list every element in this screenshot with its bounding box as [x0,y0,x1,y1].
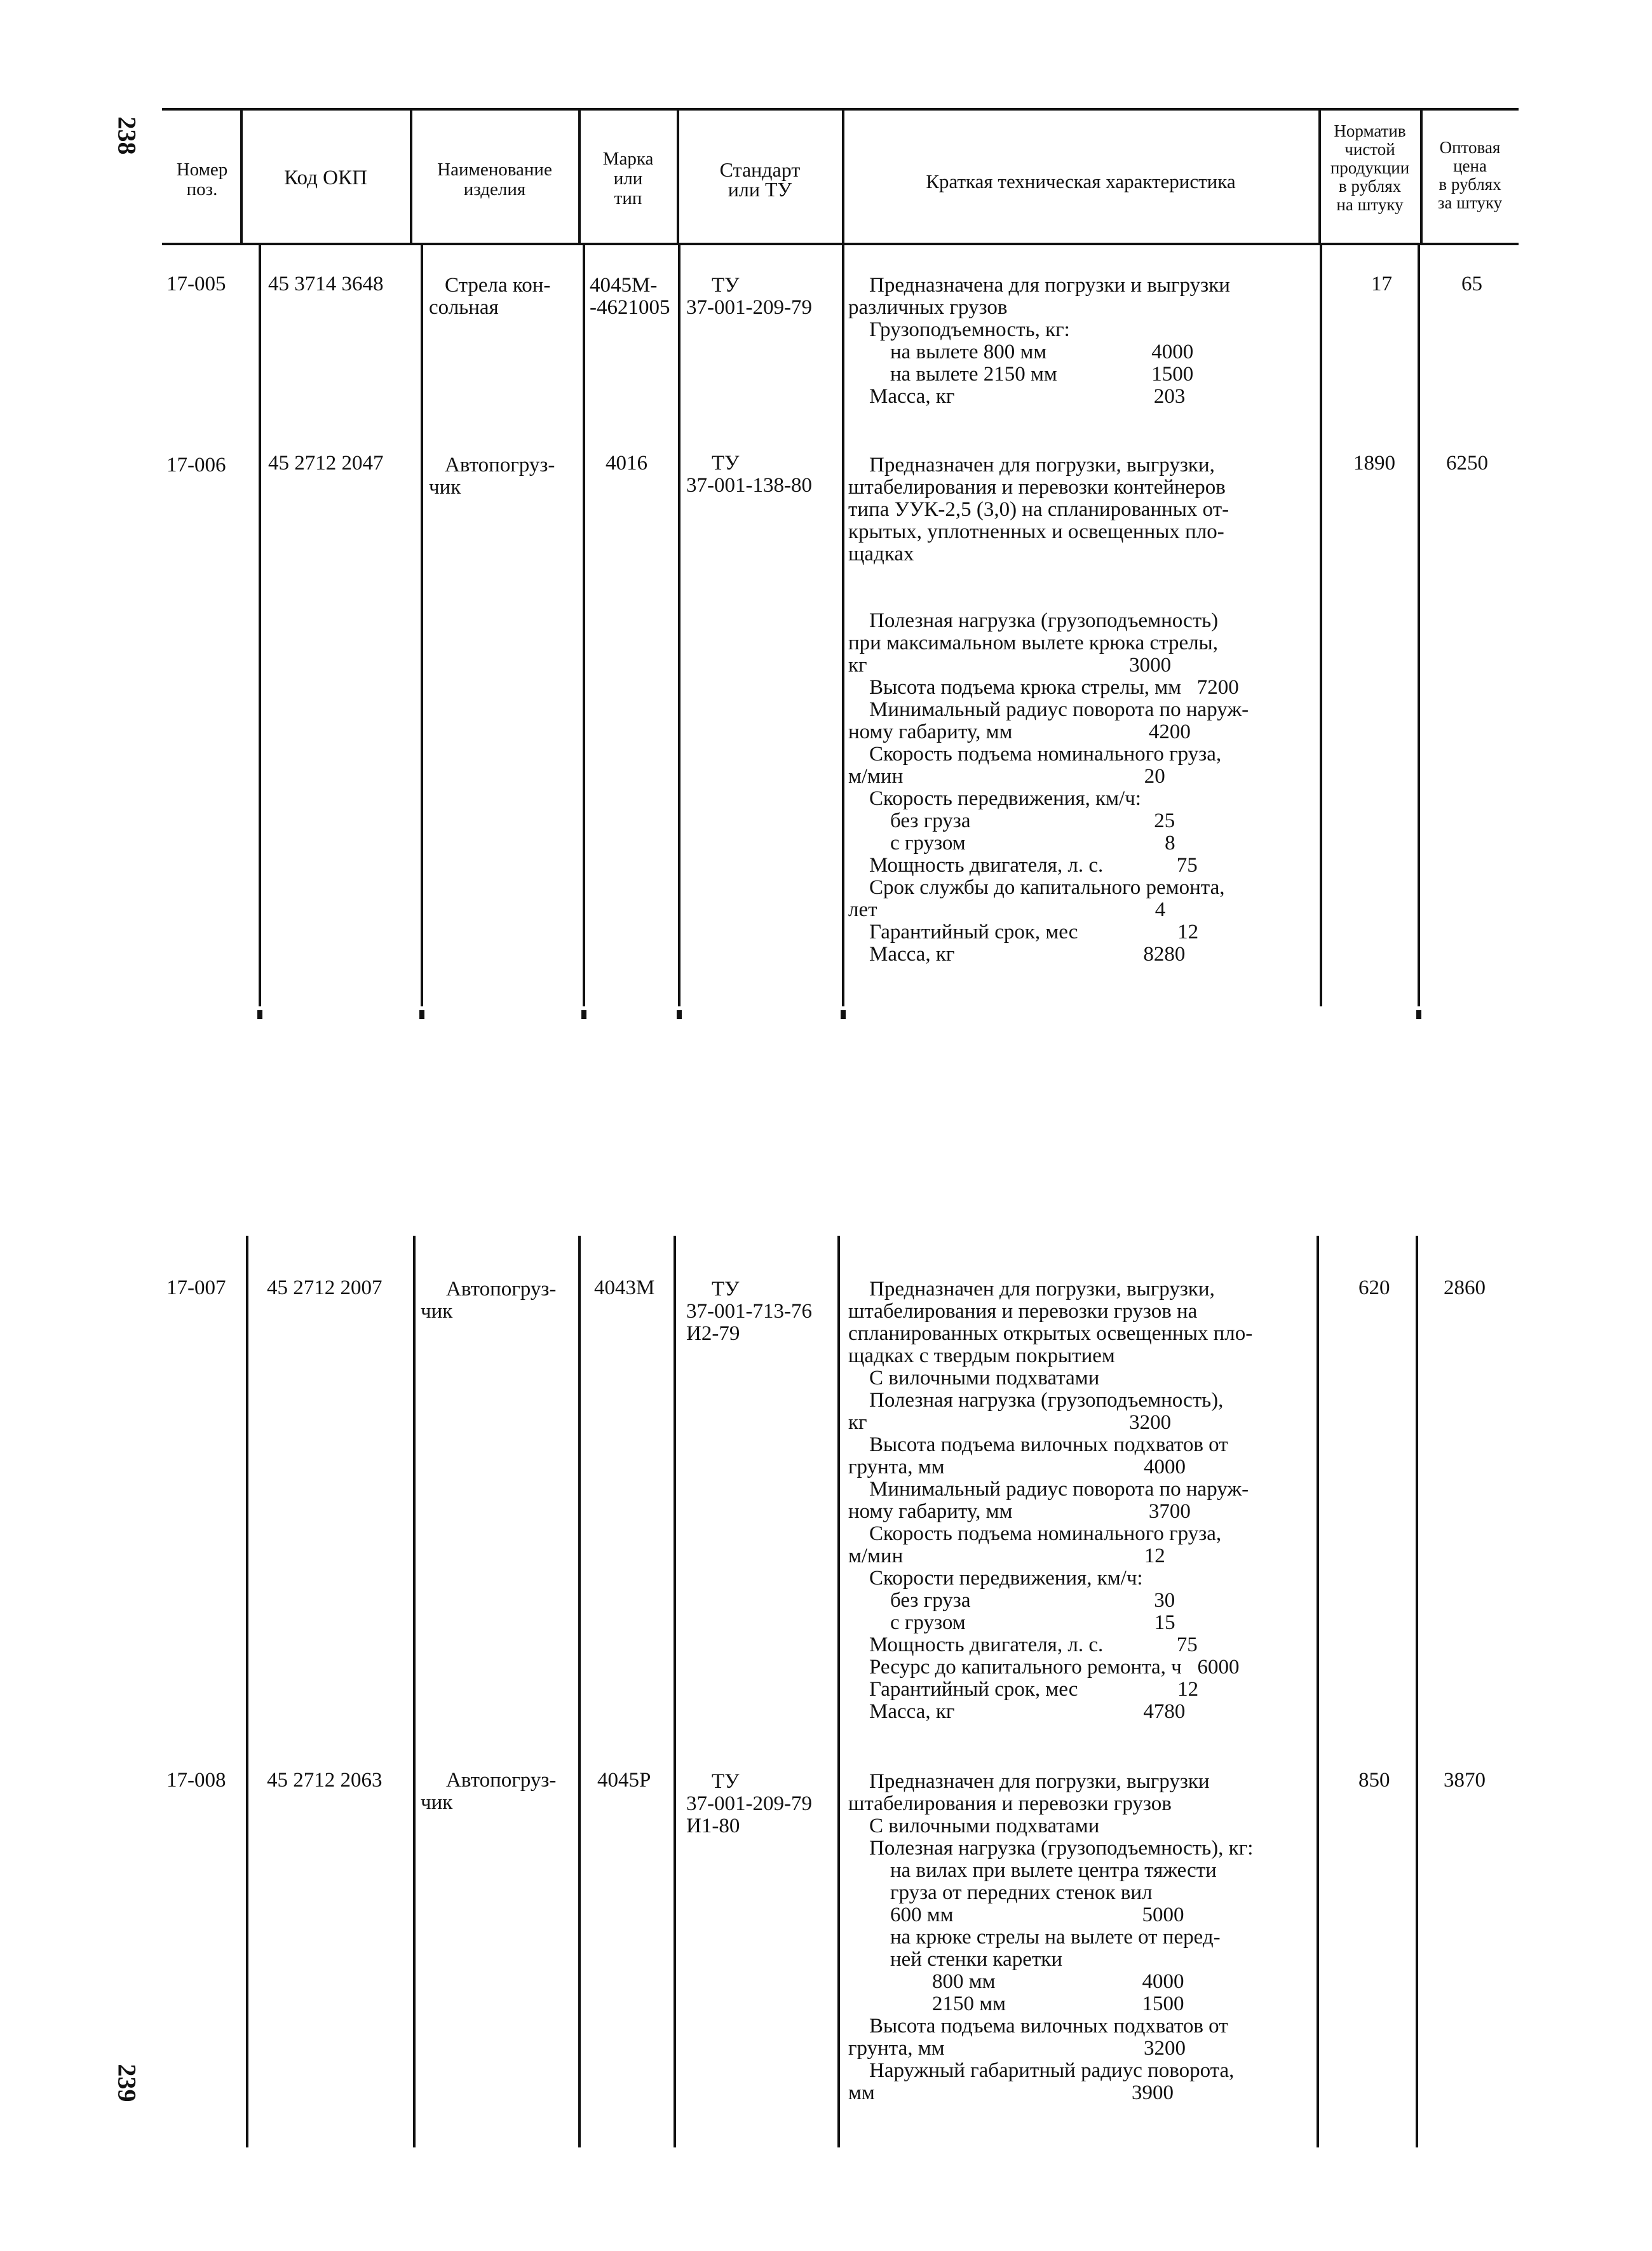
column-divider [842,244,844,1006]
row-mark-type: 4045М- -4621005 [590,274,670,319]
column-end-mark [257,1010,262,1019]
page-number-bottom: 239 [112,2064,142,2102]
column-divider [1416,1236,1418,2147]
column-divider [1317,1236,1319,2147]
row-product-name: Автопогруз- чик [429,454,555,499]
row-mark-type: 4016 [606,452,647,475]
row-net-output-norm: 620 [1358,1276,1390,1299]
column-divider [421,244,423,1006]
column-end-mark [841,1010,846,1019]
row-standard: ТУ 37-001-138-80 [686,452,812,497]
header-standard: Стандарт или ТУ [719,158,801,201]
column-end-mark [677,1010,682,1019]
row-mark-type: 4045Р [597,1769,651,1792]
row-standard: ТУ 37-001-209-79 И1-80 [686,1770,812,1837]
row-wholesale-price: 6250 [1446,452,1488,475]
row-position: 17-007 [166,1276,226,1299]
column-divider [678,244,680,1006]
row-wholesale-price: 3870 [1444,1769,1486,1792]
row-position: 17-006 [166,454,226,477]
row-characteristics: Предназначен для погрузки, выгрузки, штабелирования и перевозки грузов на спланированных открытых освещенных пло- щадках с твердым покрытием С вилочными подхватами Полезная нагрузка (грузоподъемность), кг 3200 Высота подъема вилочных подхватов от грунта, мм 4000 Минимальный радиус поворота по наруж- ному габариту, мм 3700 Скорость подъема номинального груза, м/мин 12 Скорости передвижения, км/ч: без груза 30 с грузом 15 Мощность двигателя, л. с. 75 Ресурс до капитального ремонта, ч 6000 Гарантийный срок, мес 12 Масса, кг 4780 [848,1278,1253,1723]
header-bottom-rule [162,243,1519,245]
row-product-name: Автопогруз- чик [421,1769,557,1814]
row-position: 17-005 [166,273,226,295]
header-top-rule [162,108,1519,111]
row-net-output-norm: 1890 [1353,452,1395,475]
row-standard: ТУ 37-001-209-79 [686,274,812,319]
column-end-mark [419,1010,424,1019]
header-product-name: Наименование изделия [437,159,552,199]
row-product-name: Автопогруз- чик [421,1278,557,1323]
row-net-output-norm: 17 [1371,273,1392,295]
column-divider [837,1236,840,2147]
column-divider [413,1236,416,2147]
row-characteristics: Предназначен для погрузки, выгрузки штабелирования и перевозки грузов С вилочными подхватами Полезная нагрузка (грузоподъемность), кг: на вилах при вылете центра тяжести груза от передних стенок вил 600 мм 5000 на крюке стрелы на вылете от перед- ней стенки каретки 800 мм 4000 2150 мм 1500 Высота подъема вилочных подхватов от грунта, мм 3200 Наружный габаритный радиус поворота, мм 3900 [848,1770,1254,2104]
header-mark-type: Марка или тип [602,149,654,208]
column-divider [674,1236,676,2147]
row-net-output-norm: 850 [1358,1769,1390,1792]
row-position: 17-008 [166,1769,226,1792]
header-net-output-norm: Норматив чистой продукции в рублях на штуку [1330,121,1410,214]
row-wholesale-price: 65 [1461,273,1482,295]
column-divider [1418,244,1420,1006]
column-divider [259,244,261,1006]
row-mark-type: 4043М [594,1276,655,1299]
row-standard: ТУ 37-001-713-76 И2-79 [686,1278,812,1345]
header-wholesale-price: Оптовая цена в рублях за штуку [1437,138,1503,212]
row-product-name: Стрела кон- сольная [429,274,551,319]
row-okp-code: 45 3714 3648 [268,273,384,295]
row-characteristics: Предназначена для погрузки и выгрузки различных грузов Грузоподъемность, кг: на вылете 800 мм 4000 на вылете 2150 мм 1500 Масса, кг 203 [848,274,1230,408]
header-characteristics: Краткая техническая характеристика [926,170,1236,193]
row-okp-code: 45 2712 2007 [267,1276,383,1299]
column-divider [578,1236,581,2147]
row-okp-code: 45 2712 2047 [268,452,384,475]
column-divider [246,1236,248,2147]
header-position: Номер поз. [176,159,228,199]
header-okp-code: Код ОКП [284,166,367,189]
row-okp-code: 45 2712 2063 [267,1769,383,1792]
row-characteristics: Предназначен для погрузки, выгрузки, штабелирования и перевозки контейнеров типа УУК-2,5 (3,0) на спланированных от- крытых, уплотненных и освещенных пло- щадках Полезная нагрузка (грузоподъемность) при максимальном вылете крюка стрелы, кг 3000 Высота подъема крюка стрелы, мм 7200 Минимальный радиус поворота по наруж- ному габариту, мм 4200 Скорость подъема номинального груза, м/мин 20 Скорость передвижения, км/ч: без груза 25 с грузом 8 Мощность двигателя, л. с. 75 Срок службы до капитального ремонта, лет 4 Гарантийный срок, мес 12 Масса, кг 8280 [848,454,1249,966]
column-end-mark [581,1010,586,1019]
column-end-mark [1416,1010,1421,1019]
column-divider [1320,244,1322,1006]
row-wholesale-price: 2860 [1444,1276,1486,1299]
column-divider [583,244,585,1006]
page-number-top: 238 [112,116,142,155]
